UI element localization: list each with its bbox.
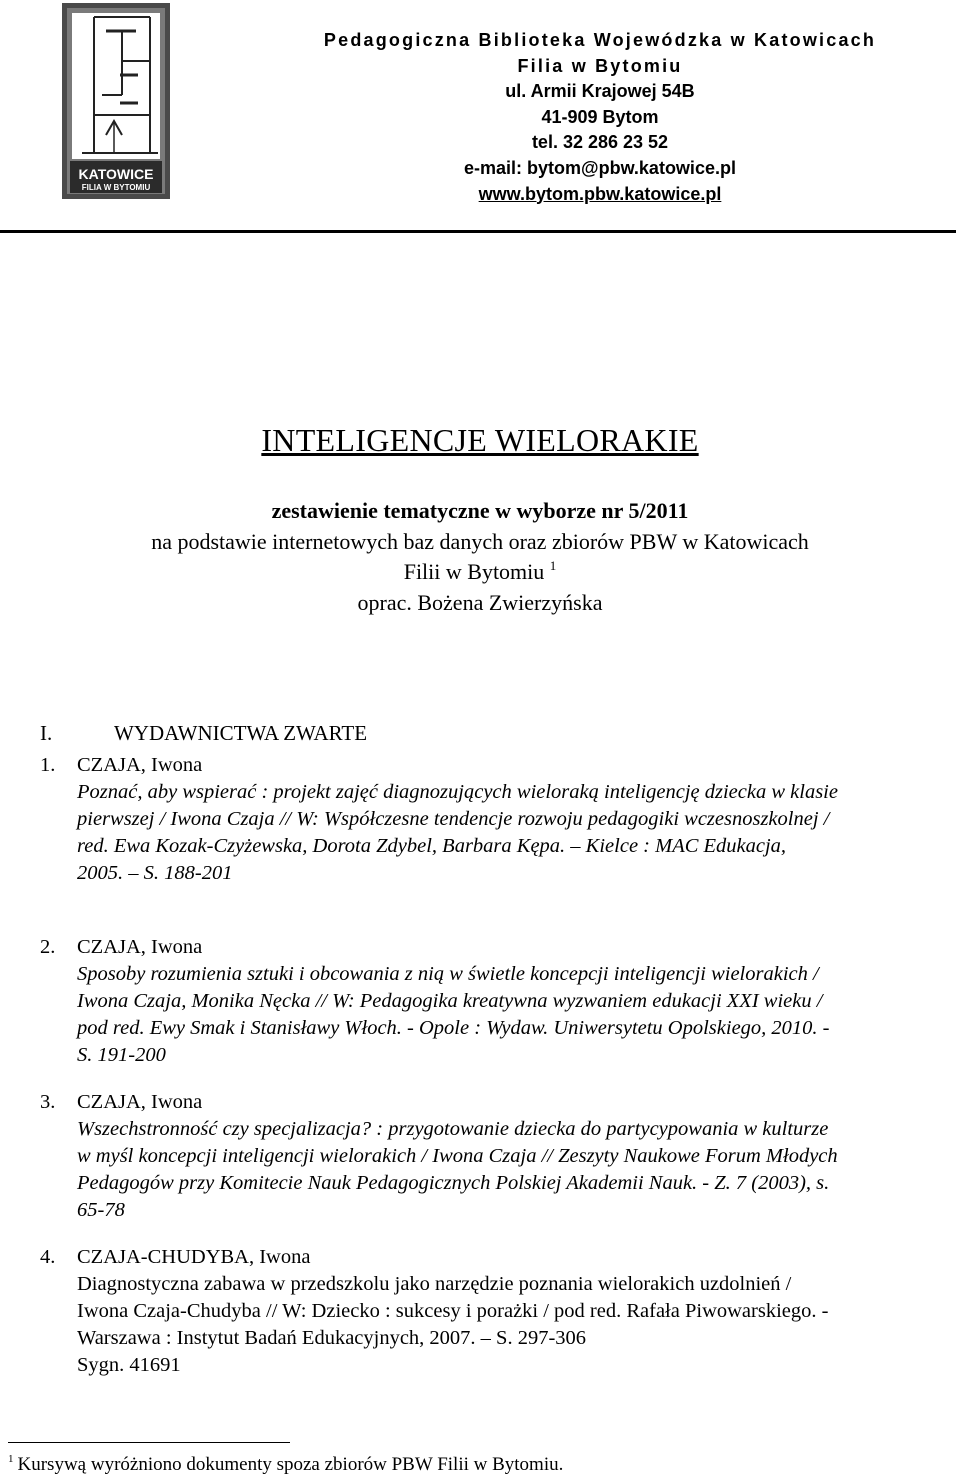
entry-line: red. Ewa Kozak-Czyżewska, Dorota Zdybel, Barbara Kępa. – Kielce : MAC Edukacja, <box>77 835 787 857</box>
section-title: WYDAWNICTWA ZWARTE <box>114 721 368 745</box>
author-line: oprac. Bożena Zwierzyńska <box>357 589 603 615</box>
bibliography-entry <box>40 1244 955 1379</box>
entry-line: Warszawa : Instytut Badań Edukacyjnych, 2007. – S. 297-306 <box>77 1327 587 1349</box>
entry-line: pod red. Ewy Smak i Stanisławy Włoch. - Opole : Wydaw. Uniwersytetu Opolskiego, 2010. - <box>77 1017 830 1039</box>
entry-line: Iwona Czaja-Chudyba // W: Dziecko : sukcesy i porażki / pod red. Rafała Piwowarskiego. - <box>77 1300 829 1322</box>
street-address: ul. Armii Krajowej 54B <box>505 81 695 102</box>
entry-author: CZAJA-CHUDYBA, Iwona <box>77 1246 311 1268</box>
bibliography-entry <box>40 934 955 1069</box>
header-divider <box>0 230 956 233</box>
footnote-divider <box>8 1442 290 1443</box>
entry-line: S. 191-200 <box>77 1044 166 1066</box>
entry-line: Iwona Czaja, Monika Nęcka // W: Pedagogika kreatywna wyzwaniem edukacji XXI wieku / <box>77 990 823 1012</box>
entry-line: Wszechstronność czy specjalizacja? : przygotowanie dziecka do partycypowania w kulturze <box>77 1118 829 1140</box>
entry-number: 4. <box>40 1246 56 1268</box>
entry-line: w myśl koncepcji inteligencji wielorakich / Iwona Czaja // Zeszyty Naukowe Forum Młodych <box>77 1145 838 1167</box>
subtitle-line-3 <box>0 557 960 588</box>
entry-line: Pedagogów przy Komitecie Nauk Pedagogicznych Polskiej Akademii Nauk. - Z. 7 (2003), s. <box>77 1172 830 1194</box>
library-logo <box>62 3 170 199</box>
entry-line: Sposoby rozumienia sztuki i obcowania z nią w świetle koncepcji inteligencji wielorakich / <box>77 963 819 985</box>
footnote-text: Kursywą wyróżniono dokumenty spoza zbiorów PBW Filii w Bytomiu. <box>17 1454 564 1475</box>
footnote-marker: 1 <box>549 558 557 573</box>
entry-number: 1. <box>40 754 56 776</box>
bibliography-entry <box>40 752 955 887</box>
subtitle-line-2: na podstawie internetowych baz danych oraz zbiorów PBW w Katowicach <box>151 528 809 554</box>
document-title: INTELIGENCJE WIELORAKIE <box>261 422 699 458</box>
entry-number: 3. <box>40 1091 56 1113</box>
subtitle-line-3-text: Filii w Bytomiu <box>403 559 545 584</box>
section-heading <box>40 721 367 746</box>
logo-line-katowice: KATOWICE <box>78 166 154 182</box>
subtitle-line-1: zestawienie tematyczne w wyborze nr 5/2011 <box>271 498 689 523</box>
footnote <box>8 1454 563 1476</box>
footnote-number: 1 <box>8 1453 14 1465</box>
entry-number: 2. <box>40 936 56 958</box>
entry-author: CZAJA, Iwona <box>77 1091 203 1113</box>
entry-line: pierwszej / Iwona Czaja // W: Współczesne tendencje rozwoju pedagogiki wczesnoszkolnej / <box>77 808 830 830</box>
entry-author: CZAJA, Iwona <box>77 754 203 776</box>
library-header <box>240 28 960 207</box>
bibliography-entry <box>40 1089 955 1224</box>
section-number: I. <box>40 721 53 745</box>
email-address[interactable]: e-mail: bytom@pbw.katowice.pl <box>464 157 736 178</box>
entry-line: 2005. – S. 188-201 <box>77 862 233 884</box>
subtitle-block <box>0 496 960 618</box>
entry-author: CZAJA, Iwona <box>77 936 203 958</box>
institution-name: Pedagogiczna Biblioteka Wojewódzka w Katowicach <box>323 30 877 50</box>
logo-line-filia: FILIA W BYTOMIU <box>81 183 151 192</box>
entry-shelfmark: Sygn. 41691 <box>77 1354 181 1376</box>
entry-line: Poznać, aby wspierać : projekt zajęć diagnozujących wieloraką inteligencję dziecka w klasie <box>77 781 838 803</box>
postal-code: 41-909 Bytom <box>541 106 659 127</box>
website-link[interactable]: www.bytom.pbw.katowice.pl <box>478 183 722 204</box>
phone-number: tel. 32 286 23 52 <box>531 132 669 153</box>
logo-emblem <box>62 3 170 199</box>
entry-line: 65-78 <box>77 1199 125 1221</box>
branch-name: Filia w Bytomiu <box>517 55 683 76</box>
entry-line: Diagnostyczna zabawa w przedszkolu jako narzędzie poznania wielorakich uzdolnień / <box>77 1273 792 1295</box>
